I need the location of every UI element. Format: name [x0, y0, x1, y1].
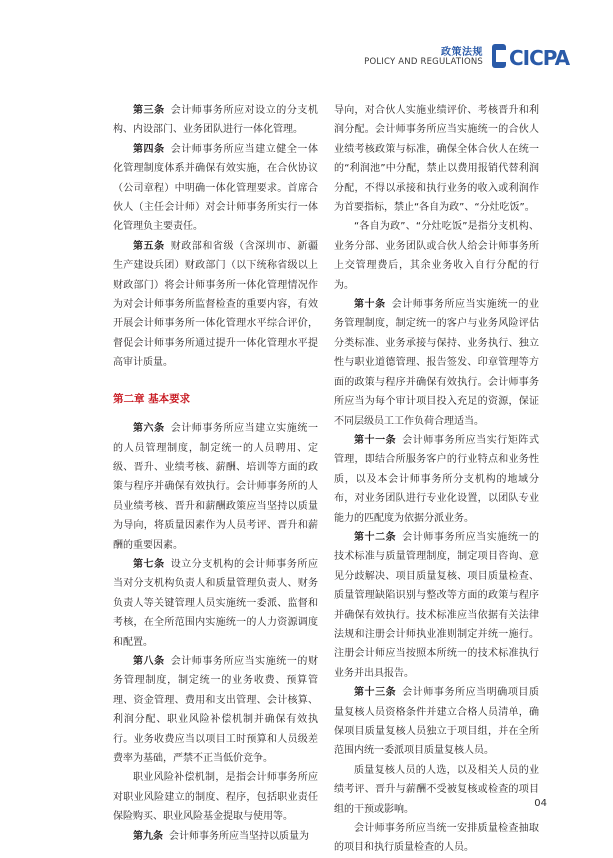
article-number: 第十三条 [354, 687, 397, 699]
paragraph [113, 101, 318, 140]
logo-text: CICPA [509, 46, 570, 70]
article-number: 第十一条 [354, 434, 397, 446]
article-number: 第九条 [133, 830, 163, 842]
article-text: 质量复核人员的人选，以及相关人员的业绩考评、晋升与薪酬不受被复核或检查的项目组的干预或影响。 [334, 764, 539, 815]
article-text: 会计师事务所应当建立健全一体化管理制度体系并确保有效实施，在合伙协议（公司章程）中明确一体化管理要求。首席合伙人（主任会计师）对会计师事务所实行一体化管理负主要责任。 [113, 143, 318, 233]
paragraph [113, 555, 318, 652]
paragraph [334, 761, 539, 819]
paragraph [113, 652, 318, 768]
article-text: 财政部和省级（含深圳市、新疆生产建设兵团）财政部门（以下统称省级以上财政部门）将会计师事务所一体化管理情况作为对会计师事务所监督检查的重要内容，有效开展会计师事务所一体化管理水平综合评价，督促会计师事务所通过提升一体化管理水平提高审计质量。 [113, 240, 318, 369]
paragraph [334, 217, 539, 295]
paragraph [334, 528, 539, 683]
paragraph [113, 827, 318, 846]
article-text: 导向，对合伙人实施业绩评价、考核晋升和利润分配。会计师事务所应当实施统一的合伙人业绩考核政策与标准，确保全体合伙人在统一的“利润池”中分配，禁止以费用报销代替利润分配，不得以承接和执行业务的收入或利润作为首要指标，禁止“各自为政”、“分灶吃饭”。 [334, 105, 539, 214]
article-text: 会计师事务所应当实施统一的技术标准与质量管理制度，制定项目咨询、意见分歧解决、项目质量复核、项目质量检查、质量管理缺陷识别与整改等方面的政策与程序并确保有效执行。技术标准应当依据有关法律法规和注册会计师执业准则制定并统一施行。注册会计师应当按照本所统一的技术标准执行业务并出具报告。 [334, 531, 539, 679]
section-title-cn: 政策法规 [441, 47, 483, 58]
article-number: 第八条 [133, 655, 165, 667]
cicpa-logo [492, 41, 588, 71]
paragraph [334, 431, 539, 528]
paragraph [334, 819, 539, 858]
paragraph [334, 295, 539, 431]
article-number: 第十条 [354, 299, 386, 311]
page-header [293, 40, 593, 80]
article-text: 会计师事务所应当坚持以质量为 [169, 830, 309, 842]
article-text: “各自为政”、“分灶吃饭”是指分支机构、业务分部、业务团队或合伙人给会计师事务所上交管理费后，其余业务收入自行分配的行为。 [334, 221, 539, 291]
article-text: 职业风险补偿机制，是指会计师事务所应对职业风险建立的制度、程序，包括职业责任保险购买、职业风险基金提取与使用等。 [113, 772, 318, 823]
article-text: 会计师事务所应当统一安排质量检查抽取的项目和执行质量检查的人员。 [334, 823, 539, 854]
article-number: 第十二条 [354, 531, 397, 543]
chapter-heading: 第二章 基本要求 [113, 392, 191, 405]
article-text: 会计师事务所应当实施统一的财务管理制度，制定统一的业务收费、预算管理、资金管理、费用和支出管理、会计核算、利润分配、职业风险补偿机制并确保有效执行。业务收费应当以项目工时预算和人员级差费率为基础，严禁不正当低价竞争。 [113, 655, 318, 764]
paragraph [334, 683, 539, 761]
article-text: 会计师事务所应当实行矩阵式管理，即结合所服务客户的行业特点和业务性质，以及本会计师事务所分支机构的地域分布，对业务团队进行专业化设置，以团队专业能力的匹配度为依据分派业务。 [334, 434, 539, 524]
article-number: 第七条 [133, 558, 165, 570]
article-number: 第五条 [133, 240, 165, 252]
paragraph [113, 419, 318, 555]
paragraph [113, 768, 318, 826]
paragraph-continued [334, 101, 539, 217]
article-text: 会计师事务所应当明确项目质量复核人员资格条件并建立合格人员清单，确保项目质量复核人员独立于项目组，并在全所范围内统一委派项目质量复核人员。 [334, 687, 539, 757]
paragraph [113, 237, 318, 373]
article-number: 第三条 [133, 105, 165, 116]
page-number: 04 [534, 798, 547, 809]
article-text: 会计师事务所应当实施统一的业务管理制度，制定统一的客户与业务风险评估分类标准、业务承接与保持、业务执行、独立性与职业道德管理、报告签发、印章管理等方面的政策与程序并确保有效执行。会计师事务所应当为每个审计项目投入充足的资源，保证不同层级员工工作负荷合理适当。 [334, 299, 539, 427]
section-title-en: POLICY AND REGULATIONS [364, 57, 483, 67]
article-number: 第六条 [133, 423, 165, 435]
right-column [334, 101, 539, 858]
article-number: 第四条 [133, 143, 165, 155]
article-text: 会计师事务所应当建立实施统一的人员管理制度，制定统一的人员聘用、定级、晋升、业绩考核、薪酬、培训等方面的政策与程序并确保有效执行。会计师事务所的人员业绩考核、晋升和薪酬政策应当坚持以质量为导向，将质量因素作为人员考评、晋升和薪酬的重要因素。 [113, 423, 318, 551]
left-column [113, 101, 318, 846]
article-text: 会计师事务所应对设立的分支机构、内设部门、业务团队进行一体化管理。 [113, 105, 318, 136]
paragraph [113, 140, 318, 237]
article-text: 设立分支机构的会计师事务所应当对分支机构负责人和质量管理负责人、财务负责人等关键管理人员实施统一委派、监督和考核，在全所范围内实施统一的人力资源调度和配置。 [113, 558, 318, 648]
